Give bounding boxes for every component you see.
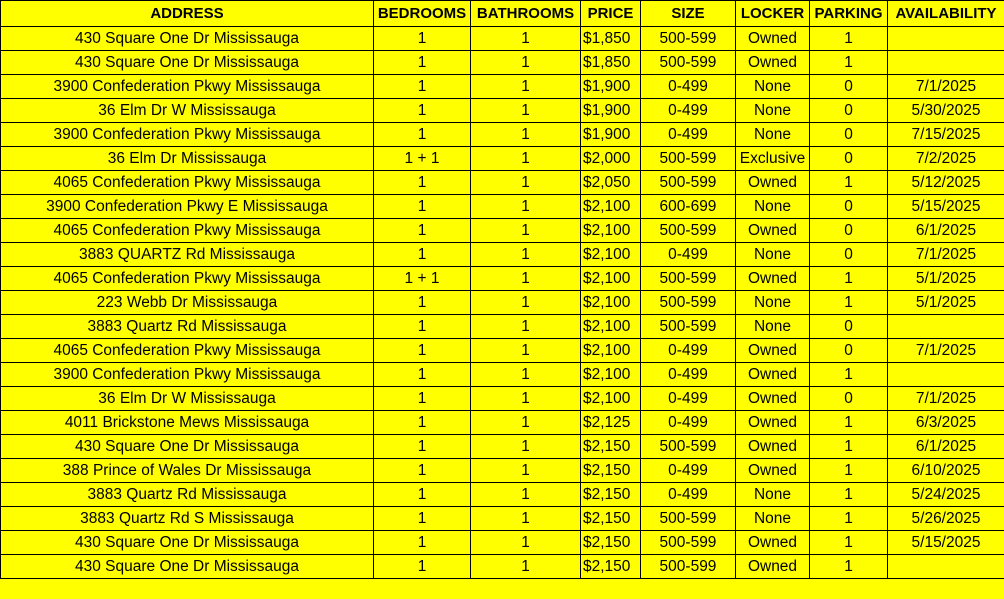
cell-size[interactable]: 500-599 [641,555,736,579]
cell-price[interactable]: $2,150 [581,507,641,531]
cell-bedrooms[interactable]: 1 [374,507,471,531]
cell-bedrooms[interactable]: 1 [374,411,471,435]
cell-address[interactable]: 36 Elm Dr W Mississauga [1,99,374,123]
cell-address[interactable]: 430 Square One Dr Mississauga [1,27,374,51]
cell-locker[interactable]: None [736,291,810,315]
cell-locker[interactable]: Owned [736,555,810,579]
cell-size[interactable]: 0-499 [641,411,736,435]
cell-parking[interactable]: 1 [810,411,888,435]
cell-size[interactable]: 500-599 [641,291,736,315]
cell-price[interactable]: $2,100 [581,195,641,219]
cell-availability[interactable]: 7/15/2025 [888,123,1004,147]
cell-locker[interactable]: Owned [736,267,810,291]
header-address[interactable]: ADDRESS [1,1,374,27]
cell-parking[interactable]: 1 [810,27,888,51]
table-row [1,123,1004,147]
cell-bedrooms[interactable]: 1 [374,363,471,387]
cell-availability[interactable]: 5/15/2025 [888,531,1004,555]
cell-price[interactable]: $2,000 [581,147,641,171]
cell-locker[interactable]: Exclusive [736,147,810,171]
cell-size[interactable]: 500-599 [641,267,736,291]
cell-bedrooms[interactable]: 1 [374,459,471,483]
cell-bathrooms[interactable]: 1 [471,243,581,267]
cell-locker[interactable]: Owned [736,435,810,459]
cell-address[interactable]: 3883 Quartz Rd Mississauga [1,315,374,339]
cell-parking[interactable]: 1 [810,291,888,315]
cell-availability[interactable]: 5/30/2025 [888,99,1004,123]
cell-parking[interactable]: 0 [810,339,888,363]
cell-size[interactable]: 0-499 [641,387,736,411]
cell-locker[interactable]: None [736,99,810,123]
cell-bedrooms[interactable]: 1 [374,531,471,555]
cell-size[interactable]: 500-599 [641,27,736,51]
table-body [1,27,1004,579]
cell-locker[interactable]: Owned [736,459,810,483]
cell-locker[interactable]: None [736,483,810,507]
cell-availability[interactable]: 7/2/2025 [888,147,1004,171]
cell-availability[interactable]: 6/1/2025 [888,435,1004,459]
cell-bathrooms[interactable]: 1 [471,147,581,171]
cell-locker[interactable]: Owned [736,387,810,411]
cell-address[interactable]: 3900 Confederation Pkwy Mississauga [1,363,374,387]
cell-locker[interactable]: Owned [736,339,810,363]
cell-size[interactable]: 0-499 [641,459,736,483]
cell-availability[interactable]: 6/1/2025 [888,219,1004,243]
cell-bathrooms[interactable]: 1 [471,339,581,363]
cell-bathrooms[interactable]: 1 [471,459,581,483]
table-row [1,27,1004,51]
cell-parking[interactable]: 1 [810,171,888,195]
cell-address[interactable]: 3883 Quartz Rd Mississauga [1,483,374,507]
cell-availability[interactable] [888,51,1004,75]
cell-price[interactable]: $1,900 [581,99,641,123]
cell-availability[interactable]: 5/12/2025 [888,171,1004,195]
cell-address[interactable]: 388 Prince of Wales Dr Mississauga [1,459,374,483]
cell-address[interactable]: 3883 Quartz Rd S Mississauga [1,507,374,531]
cell-locker[interactable]: None [736,123,810,147]
cell-parking[interactable]: 0 [810,195,888,219]
cell-locker[interactable]: Owned [736,363,810,387]
cell-address[interactable]: 3900 Confederation Pkwy E Mississauga [1,195,374,219]
cell-bedrooms[interactable]: 1 [374,195,471,219]
table-row [1,195,1004,219]
cell-locker[interactable]: Owned [736,411,810,435]
cell-price[interactable]: $2,100 [581,315,641,339]
cell-bedrooms[interactable]: 1 [374,243,471,267]
cell-parking[interactable]: 0 [810,75,888,99]
cell-bathrooms[interactable]: 1 [471,555,581,579]
table-row [1,531,1004,555]
cell-availability[interactable]: 7/1/2025 [888,75,1004,99]
cell-availability[interactable]: 6/10/2025 [888,459,1004,483]
header-availability[interactable]: AVAILABILITY [888,1,1004,27]
cell-availability[interactable]: 5/24/2025 [888,483,1004,507]
cell-bedrooms[interactable]: 1 [374,75,471,99]
cell-price[interactable]: $2,100 [581,291,641,315]
header-bathrooms[interactable]: BATHROOMS [471,1,581,27]
cell-parking[interactable]: 0 [810,99,888,123]
cell-bathrooms[interactable]: 1 [471,219,581,243]
header-locker[interactable]: LOCKER [736,1,810,27]
cell-price[interactable]: $1,900 [581,123,641,147]
table-row [1,435,1004,459]
cell-availability[interactable]: 7/1/2025 [888,387,1004,411]
cell-availability[interactable] [888,363,1004,387]
table-row [1,483,1004,507]
cell-size[interactable]: 500-599 [641,531,736,555]
cell-locker[interactable]: None [736,195,810,219]
cell-bedrooms[interactable]: 1 [374,171,471,195]
table-row [1,411,1004,435]
cell-bedrooms[interactable]: 1 [374,99,471,123]
cell-size[interactable]: 0-499 [641,123,736,147]
cell-bathrooms[interactable]: 1 [471,99,581,123]
table-row [1,507,1004,531]
table-row [1,147,1004,171]
cell-bedrooms[interactable]: 1 [374,291,471,315]
table-row [1,339,1004,363]
cell-price[interactable]: $2,100 [581,219,641,243]
cell-address[interactable]: 430 Square One Dr Mississauga [1,51,374,75]
cell-bedrooms[interactable]: 1 [374,51,471,75]
cell-price[interactable]: $2,100 [581,387,641,411]
cell-locker[interactable]: None [736,75,810,99]
cell-bedrooms[interactable]: 1 + 1 [374,267,471,291]
cell-locker[interactable]: None [736,243,810,267]
cell-bedrooms[interactable]: 1 [374,315,471,339]
cell-bathrooms[interactable]: 1 [471,411,581,435]
cell-size[interactable]: 0-499 [641,243,736,267]
table-row [1,75,1004,99]
cell-availability[interactable]: 5/15/2025 [888,195,1004,219]
cell-locker[interactable]: Owned [736,27,810,51]
cell-size[interactable]: 500-599 [641,147,736,171]
table-row [1,363,1004,387]
cell-locker[interactable]: None [736,315,810,339]
cell-availability[interactable] [888,315,1004,339]
table-row [1,51,1004,75]
cell-price[interactable]: $2,050 [581,171,641,195]
table-row [1,99,1004,123]
cell-availability[interactable]: 7/1/2025 [888,243,1004,267]
cell-parking[interactable]: 1 [810,483,888,507]
cell-parking[interactable]: 1 [810,363,888,387]
cell-bathrooms[interactable]: 1 [471,51,581,75]
cell-size[interactable]: 500-599 [641,435,736,459]
cell-bathrooms[interactable]: 1 [471,27,581,51]
cell-size[interactable]: 0-499 [641,339,736,363]
cell-price[interactable]: $2,100 [581,243,641,267]
table-row [1,315,1004,339]
cell-bedrooms[interactable]: 1 + 1 [374,147,471,171]
cell-price[interactable]: $2,150 [581,435,641,459]
cell-address[interactable]: 430 Square One Dr Mississauga [1,555,374,579]
cell-bathrooms[interactable]: 1 [471,531,581,555]
cell-parking[interactable]: 1 [810,51,888,75]
cell-size[interactable]: 500-599 [641,315,736,339]
table-row [1,219,1004,243]
cell-bathrooms[interactable]: 1 [471,291,581,315]
cell-address[interactable]: 4065 Confederation Pkwy Mississauga [1,171,374,195]
cell-size[interactable]: 500-599 [641,171,736,195]
table-row [1,243,1004,267]
cell-bedrooms[interactable]: 1 [374,27,471,51]
cell-bedrooms[interactable]: 1 [374,123,471,147]
cell-bathrooms[interactable]: 1 [471,267,581,291]
cell-availability[interactable]: 7/1/2025 [888,339,1004,363]
cell-size[interactable]: 500-599 [641,51,736,75]
cell-availability[interactable] [888,555,1004,579]
cell-parking[interactable]: 1 [810,435,888,459]
cell-price[interactable]: $1,900 [581,75,641,99]
cell-address[interactable]: 4011 Brickstone Mews Mississauga [1,411,374,435]
cell-bedrooms[interactable]: 1 [374,435,471,459]
cell-parking[interactable]: 1 [810,459,888,483]
cell-price[interactable]: $2,100 [581,363,641,387]
table-header [1,1,1004,27]
cell-price[interactable]: $2,100 [581,339,641,363]
cell-size[interactable]: 500-599 [641,507,736,531]
cell-size[interactable]: 0-499 [641,363,736,387]
cell-bathrooms[interactable]: 1 [471,123,581,147]
cell-parking[interactable]: 1 [810,555,888,579]
cell-price[interactable]: $1,850 [581,51,641,75]
cell-availability[interactable]: 5/26/2025 [888,507,1004,531]
cell-parking[interactable]: 0 [810,243,888,267]
cell-parking[interactable]: 0 [810,219,888,243]
table-row [1,459,1004,483]
cell-bathrooms[interactable]: 1 [471,75,581,99]
header-bedrooms[interactable]: BEDROOMS [374,1,471,27]
cell-parking[interactable]: 0 [810,315,888,339]
cell-parking[interactable]: 1 [810,267,888,291]
cell-address[interactable]: 430 Square One Dr Mississauga [1,435,374,459]
table-row [1,171,1004,195]
cell-parking[interactable]: 0 [810,147,888,171]
table-row [1,291,1004,315]
cell-address[interactable]: 4065 Confederation Pkwy Mississauga [1,339,374,363]
cell-price[interactable]: $2,150 [581,483,641,507]
cell-availability[interactable]: 5/1/2025 [888,267,1004,291]
cell-parking[interactable]: 0 [810,123,888,147]
table-row [1,267,1004,291]
cell-bathrooms[interactable]: 1 [471,315,581,339]
table-row [1,555,1004,579]
cell-size[interactable]: 0-499 [641,75,736,99]
header-price[interactable]: PRICE [581,1,641,27]
cell-bathrooms[interactable]: 1 [471,387,581,411]
cell-address[interactable]: 430 Square One Dr Mississauga [1,531,374,555]
header-parking[interactable]: PARKING [810,1,888,27]
cell-bathrooms[interactable]: 1 [471,195,581,219]
cell-bedrooms[interactable]: 1 [374,483,471,507]
cell-size[interactable]: 0-499 [641,483,736,507]
cell-price[interactable]: $2,150 [581,459,641,483]
cell-locker[interactable]: None [736,507,810,531]
cell-bathrooms[interactable]: 1 [471,171,581,195]
cell-locker[interactable]: Owned [736,171,810,195]
cell-price[interactable]: $2,150 [581,555,641,579]
cell-availability[interactable]: 6/3/2025 [888,411,1004,435]
table-row [1,387,1004,411]
cell-parking[interactable]: 1 [810,531,888,555]
cell-bedrooms[interactable]: 1 [374,555,471,579]
cell-bathrooms[interactable]: 1 [471,483,581,507]
cell-address[interactable]: 3900 Confederation Pkwy Mississauga [1,75,374,99]
cell-parking[interactable]: 0 [810,387,888,411]
cell-availability[interactable] [888,27,1004,51]
cell-locker[interactable]: Owned [736,51,810,75]
cell-bedrooms[interactable]: 1 [374,219,471,243]
cell-locker[interactable]: Owned [736,531,810,555]
cell-address[interactable]: 223 Webb Dr Mississauga [1,291,374,315]
cell-address[interactable]: 3900 Confederation Pkwy Mississauga [1,123,374,147]
cell-bathrooms[interactable]: 1 [471,363,581,387]
header-size[interactable]: SIZE [641,1,736,27]
cell-size[interactable]: 500-599 [641,219,736,243]
cell-address[interactable]: 36 Elm Dr Mississauga [1,147,374,171]
cell-bathrooms[interactable]: 1 [471,435,581,459]
cell-size[interactable]: 0-499 [641,99,736,123]
cell-bathrooms[interactable]: 1 [471,507,581,531]
cell-address[interactable]: 4065 Confederation Pkwy Mississauga [1,219,374,243]
cell-address[interactable]: 4065 Confederation Pkwy Mississauga [1,267,374,291]
cell-locker[interactable]: Owned [736,219,810,243]
cell-address[interactable]: 36 Elm Dr W Mississauga [1,387,374,411]
cell-address[interactable]: 3883 QUARTZ Rd Mississauga [1,243,374,267]
cell-parking[interactable]: 1 [810,507,888,531]
cell-price[interactable]: $2,125 [581,411,641,435]
cell-bedrooms[interactable]: 1 [374,339,471,363]
cell-availability[interactable]: 5/1/2025 [888,291,1004,315]
cell-size[interactable]: 600-699 [641,195,736,219]
cell-price[interactable]: $1,850 [581,27,641,51]
cell-price[interactable]: $2,100 [581,267,641,291]
header-row [1,1,1004,27]
cell-bedrooms[interactable]: 1 [374,387,471,411]
cell-price[interactable]: $2,150 [581,531,641,555]
